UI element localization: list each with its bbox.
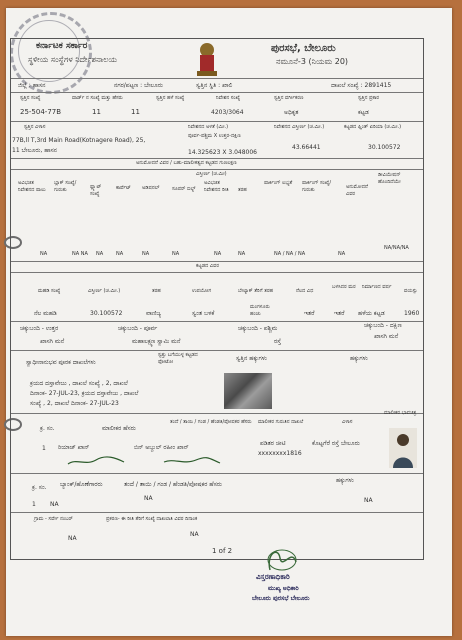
- col-header: ಸ್ವತ್ತಿನ ಸಂಖ್ಯೆ: [20, 95, 41, 101]
- col-header: ಬೇಲ್ಯಾಕ್ ತೆರಿಗೆ ತರಹ: [238, 288, 273, 294]
- rule: [11, 272, 423, 273]
- usage-cell: ಸ್ವಂತ ಬಳಕೆ: [192, 310, 215, 317]
- col-header: ವಿಳಾಸ: [342, 419, 353, 425]
- header-left-title: ಕರ್ನಾಟಕ ಸರ್ಕಾರ: [36, 41, 88, 51]
- col-header: ಡೀವಿಯೇಷನ್ ಹೊಂದಿದೆಯೇ: [378, 172, 401, 185]
- case-header: ಪ್ರಕರಣ- ಈ ರೀತಿ ತೆರಿಗೆ ಸಂಖ್ಯೆ ದಾಖಲಾತಿ ವಿವರ ದಿನಾಂಕ: [106, 516, 198, 522]
- doc-line3: ಸಂಖ್ಯೆ , 2, ದಾಖಲೆ ದಿನಾಂಕ- 27-JUL-23: [30, 400, 119, 407]
- page-number: 1 of 2: [212, 547, 233, 555]
- liabilities-header: ಹಕ್ಕುಗಳು: [350, 355, 368, 362]
- officer-signature: [262, 544, 302, 574]
- owner-name: ರಿಯಾಜ್ ಖಾನ್: [58, 444, 90, 451]
- rule: [11, 169, 423, 170]
- col-header: ಕಾರ್ಪೆಟ್: [116, 185, 131, 191]
- col-header: ಸ್ವತ್ತಿನ ಪ್ರಕಾರ: [358, 95, 380, 101]
- header-right-title: ಪುರಸಭೆ, ಬೇಲೂರು: [271, 43, 336, 54]
- col-subheader: ಪೂರ್ವ-ಪಶ್ಚಿಮ X ಉತ್ತರ-ದಕ್ಷಿಣ: [188, 133, 241, 139]
- col-header: ಉಪಯೋಗ: [192, 288, 212, 294]
- col-header: ಬ್ಲಾಕ್ ಸಂಖ್ಯೆ/ಗುರುತು: [54, 180, 77, 193]
- cell-value: NA: [40, 251, 48, 257]
- boundary-east: ಮಹಾಲಕ್ಷ್ಮಣ ಸ್ವಾಮಿ ಮನೆ: [132, 338, 181, 345]
- col-header: ನಿವೇಶನ ಸಂಖ್ಯೆ: [216, 95, 241, 101]
- col-header: ಅಡಿಷನಲ್: [142, 185, 160, 191]
- survey-header: ಗ್ರಾಮ - ಸರ್ವೇ ನಂಬರ್: [34, 516, 73, 522]
- col-header: ಕ್ರ. ಸಂ.: [40, 425, 55, 432]
- rule: [11, 92, 423, 93]
- case-value: NA: [190, 531, 199, 538]
- boundary-south-label: ಚಕ್ಕುಬಂದಿ - ದಕ್ಷಿಣ: [364, 322, 402, 329]
- cell-value: NA: [214, 251, 222, 257]
- owner-serial: 1: [42, 445, 46, 452]
- cell-value: NA: [96, 251, 104, 257]
- roof-cell: ಮಂಗಳೂರು ಹಂಚು: [250, 304, 270, 317]
- owner-photo: [389, 428, 417, 468]
- col-header: ಮಹಡಿ ಸಂಖ್ಯೆ: [38, 288, 61, 294]
- owner-id-number: xxxxxxxx1816: [258, 450, 302, 457]
- header-left-subtitle: ಸ್ಥಳೀಯ ಸಂಸ್ಥೆಗಳ ನಿರ್ದೇಶನಾಲಯ: [28, 55, 118, 64]
- docs-header: ಸ್ವಾಧೀನಾನುಭವ ಪೂರಕ ದಾಖಲೆಗಳು: [26, 359, 96, 366]
- col-header: ವಾರ್ಡ್ ನ ಸಂಖ್ಯೆ ಮತ್ತು ಹೆಸರು: [72, 95, 123, 101]
- rule: [11, 321, 423, 322]
- boundary-south: ಖಾಸಗಿ ಮನೆ: [374, 333, 399, 340]
- col-header: ನೆಲದ ವಿಧ: [296, 288, 314, 294]
- city-field: ನಗರ/ಪಟ್ಟಣ : ಬೇಲೂರು: [114, 82, 163, 89]
- boundary-west: ರಸ್ತೆ: [274, 338, 282, 345]
- col-header: ಫ್ಲ್ಯಾಟ್ ಸಂಖ್ಯೆ: [90, 184, 102, 197]
- district-field: ಜಿಲ್ಲೆ : ಹಾಸನ: [18, 82, 46, 89]
- cell-value: NA: [142, 251, 150, 257]
- stamp-line2: ಮುಖ್ಯ ಅಧಿಕಾರಿ: [268, 585, 299, 592]
- type-cell: ವಾಣಿಜ್ಯ: [146, 310, 162, 317]
- bank-liability: NA: [364, 497, 373, 504]
- cell-value: NA: [338, 251, 346, 257]
- rule: [11, 78, 423, 79]
- col-header: ವಿಸ್ತೀರ್ಣ (ಚ.ಮೀ.): [88, 288, 121, 294]
- col-header: ಕಟ್ಟಡದ ಫ್ಲಿಂತ್ ಏರಿಯಾ (ಚ.ಮೀ.): [344, 124, 402, 130]
- rule: [11, 413, 423, 414]
- ward-number: 11: [92, 108, 101, 116]
- property-photo: [224, 373, 272, 409]
- rule: [11, 121, 423, 122]
- witness-signature: [162, 456, 222, 466]
- col-header: ಸ್ವತ್ತಿನ ವರ್ಗೀಕರಣ: [274, 95, 304, 101]
- cell-value: NA/NA/NA: [384, 245, 409, 251]
- cell-value: NA: [116, 251, 124, 257]
- col-header: ಪಾರ್ಕಿಂಗ್ ಸಂಖ್ಯೆ/ಗುರುತು: [302, 180, 332, 193]
- boundary-north-label: ಚಕ್ಕುಬಂದಿ - ಉತ್ತರ: [20, 325, 59, 332]
- rights-header: ಸ್ವತ್ತಿನ ಹಕ್ಕುಗಳು: [236, 355, 267, 362]
- age-cell: 1960: [404, 310, 420, 317]
- owner-address: ಕೊಟ್ಟಗೆರೆ ರಸ್ತೆ ಬೇಲೂರು: [312, 440, 360, 447]
- bank-name: NA: [50, 501, 59, 508]
- stamp-line1: ವಿಸ್ತರಣಾಧಿಕಾರಿ: [256, 573, 290, 581]
- floor-type-cell: ಇತರೆ: [304, 310, 315, 317]
- col-header: ಅವಿಭಜಿತ ನಿವೇಶನದ ರೀತಿ: [204, 180, 229, 193]
- cell-value: NA NA: [72, 251, 88, 257]
- site-area: 43.66441: [292, 144, 321, 151]
- floor-cell: ನೆಲ ಮಹಡಿ: [34, 310, 57, 317]
- col-header: ಬ್ಯಾಂಕ್/ಹೊಣೆಗಾರರು: [60, 481, 103, 488]
- rule: [11, 350, 423, 351]
- owner-relation: ಬಿನ್ ಅಬ್ದುಲ್ ರಹೀಂ ಖಾನ್: [134, 444, 189, 451]
- boundary-north: ಖಾಸಗಿ ಮನೆ: [40, 338, 65, 345]
- rule: [11, 158, 423, 159]
- owner-id-type: ಪಡಿತರ ಚೀಟಿ: [260, 440, 286, 447]
- doc-line2: ದಿನಾಂಕ- 27-JUL-23, ಕ್ರಯದ ದಸ್ತಾವೇಜು , ದಾಖಲೆ: [30, 390, 139, 397]
- col-header: ಅನುಮೋದನೆ ವಿವರ: [346, 184, 368, 197]
- boundary-east-label: ಚಕ್ಕುಬಂದಿ - ಪೂರ್ವ: [118, 325, 158, 332]
- col-header: ಹಕ್ಕುಗಳು: [336, 477, 354, 484]
- col-header: ಸ್ವತ್ತಿನ ಹಳೆ ಸಂಖ್ಯೆ: [156, 95, 185, 101]
- rule: [11, 261, 423, 262]
- col-header: ಮಾಲೀಕರ ಭಾವಚಿತ್ರ: [384, 410, 417, 416]
- col-header: ತರಹ: [152, 288, 161, 294]
- property-number: 25-504-77B: [20, 108, 62, 116]
- classification: ಅಧಿಕೃತ: [284, 109, 299, 116]
- col-header: ಸೂಪರ್ ಬಿಲ್ಟ್: [172, 186, 196, 192]
- rule: [11, 512, 423, 513]
- built-area: 30.100572: [368, 144, 401, 151]
- record-number-field: ದಾಖಲೆ ಸಂಖ್ಯೆ : 2891415: [331, 82, 392, 89]
- col-header: ಸ್ವತ್ತಿನ ವಿಳಾಸ: [24, 124, 46, 130]
- col-header: ನಿರ್ಮಾಣದ ವರ್ಷ: [362, 284, 392, 290]
- stamp-line3: ಬೇಲೂರು ಪುರಸಭೆ ಬೇಲೂರು: [252, 595, 310, 602]
- section-title: ಕಟ್ಟಡದ ವಿವರ: [196, 263, 219, 269]
- col-header: ನಿವೇಶನದ ವಿಸ್ತೀರ್ಣ (ಚ.ಮೀ.): [274, 124, 325, 130]
- area-cell: 30.100572: [90, 310, 123, 317]
- col-header: ಮಾಲೀಕರ ಹೆಸರು: [102, 425, 136, 432]
- section-title: ಅನುಮೋದನೆ ವಿವರ / ಬಹು-ಮಾಲೀಕತ್ವದ ಕಟ್ಟಡದ ಗುಣಲಕ್ಷಣ: [136, 160, 237, 166]
- document-page: [6, 8, 452, 636]
- rule: [11, 473, 423, 474]
- col-header: ಕ್ರ. ಸಂ.: [32, 484, 47, 491]
- survey-value: NA: [68, 535, 77, 542]
- bank-relation: NA: [144, 495, 153, 502]
- col-header: ಮಾಲೀಕರ ಗುರುತಿನ ದಾಖಲೆ: [258, 419, 304, 425]
- property-address-line1: 77B,ll T,3rd Main Road(Kotnagere Road), 25,: [12, 137, 146, 144]
- site-dimensions: 14.325623 X 3.048006: [188, 149, 257, 156]
- property-address-line2: 11 ಬೇಲೂರು, ಹಾಸನ: [12, 147, 58, 154]
- owner-signature: [66, 456, 126, 466]
- cell-value: NA: [238, 251, 246, 257]
- col-header: ತಂದೆ / ತಾಯಿ / ಗಂಡ / ಹೆಂಡತಿ/ಪೋಷಕರ ಹೆಸರು: [124, 481, 222, 488]
- col-header: ಬಳಸಿದರ ಮರ: [332, 284, 356, 290]
- property-type: ಕಟ್ಟಡ: [358, 109, 369, 116]
- col-header: ವಯಸ್ಸು: [404, 288, 418, 294]
- cell-value: NA: [172, 251, 180, 257]
- header-right-subtitle: ನಮೂನೆ-3 (ನಿಯಮ 20): [276, 57, 349, 66]
- col-header: ಪಾರ್ಕಿಂಗ್ ಲಭ್ಯತೆ: [264, 180, 293, 186]
- wood-cell: ಇತರೆ: [334, 310, 345, 317]
- property-status-field: ಸ್ವತ್ತಿನ ಸ್ಥಿತಿ : ಖಾಲಿ: [196, 82, 233, 89]
- doc-line1: ಕ್ರಯದ ದಸ್ತಾವೇಜು , ದಾಖಲೆ ಸಂಖ್ಯೆ , 2, ದಾಖಲೆ: [30, 380, 128, 387]
- col-header: ನಿವೇಶನದ ಅಳತೆ (ಮೀ.): [188, 124, 229, 130]
- cell-value: NA / NA / NA: [274, 251, 306, 257]
- boundary-west-label: ಚಕ್ಕುಬಂದಿ - ಪಶ್ಚಿಮ: [238, 325, 278, 332]
- col-header: ಅವಿಭಜಿತ ನಿವೇಶನದ ಪಾಲು: [18, 180, 46, 193]
- site-number: 4203/3064: [211, 109, 244, 116]
- state-emblem-icon: [192, 40, 222, 80]
- old-number: 11: [131, 108, 140, 116]
- section-subtitle: ವಿಸ್ತೀರ್ಣ (ಚ.ಮೀ): [196, 171, 227, 177]
- construction-cell: ಹಳೆಯ ಕಟ್ಟಡ: [358, 310, 385, 317]
- col-header: ತಂದೆ / ತಾಯಿ / ಗಂಡ / ಹೆಂಡತಿ/ಪೋಷಕರ ಹೆಸರು: [170, 419, 252, 425]
- bank-serial: 1: [32, 501, 36, 508]
- col-header: ತರಹ: [238, 187, 247, 193]
- photo-header: ಸ್ವತ್ತು ಬಗೆಯುಳ್ಳ ಕಟ್ಟಡದ ಫೋಟೋ: [158, 352, 198, 365]
